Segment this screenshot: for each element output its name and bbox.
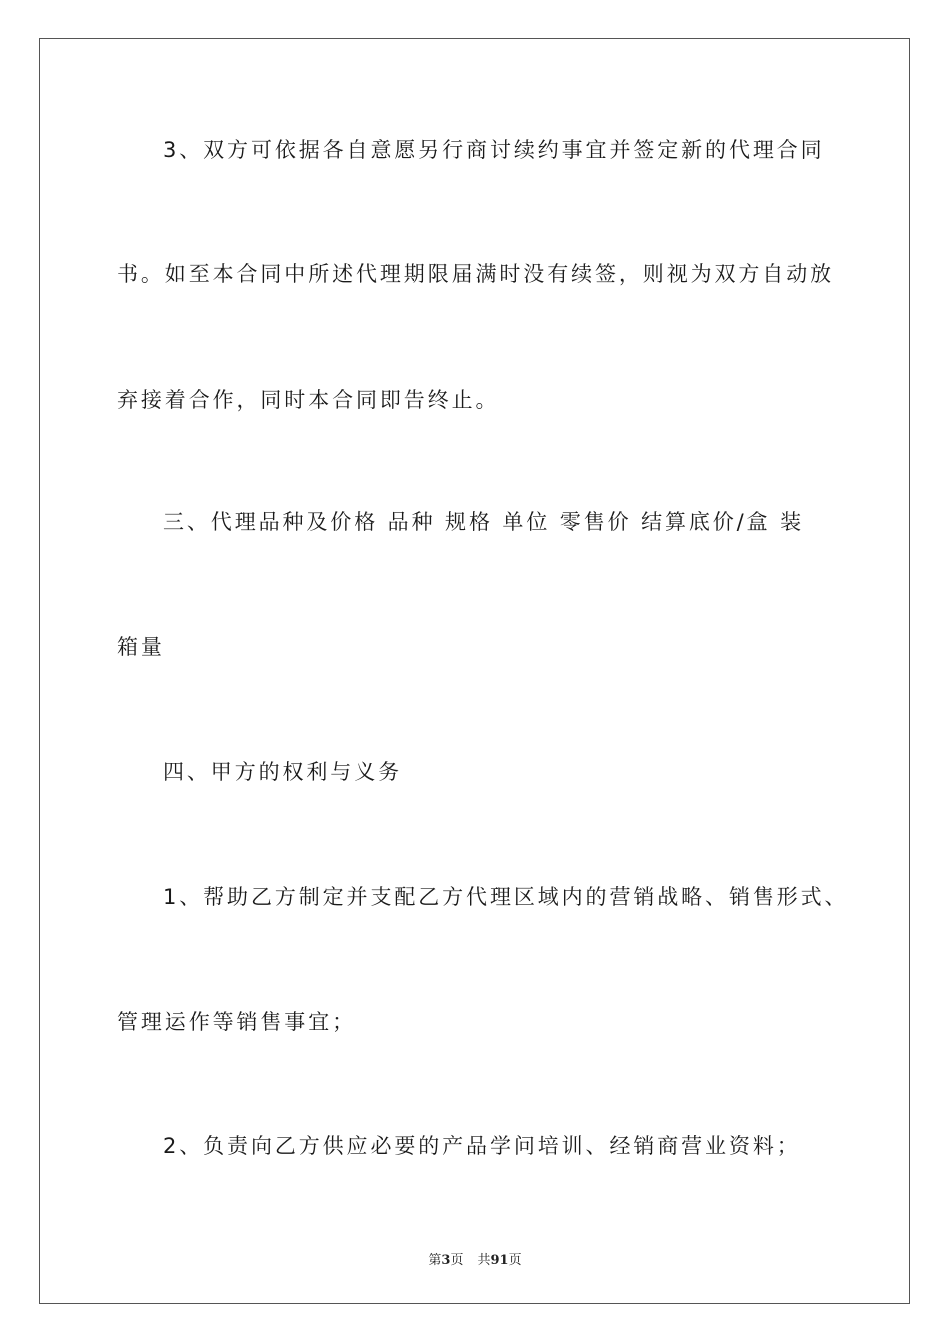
paragraph-line-1: 3、双方可依据各自意愿另行商讨续约事宜并签定新的代理合同 — [163, 138, 825, 162]
section-heading-4: 四、甲方的权利与义务 — [163, 760, 402, 784]
section-heading-3: 三、代理品种及价格 品种 规格 单位 零售价 结算底价/盒 装 — [163, 510, 805, 534]
paragraph-line-7: 1、帮助乙方制定并支配乙方代理区域内的营销战略、销售形式、 — [163, 885, 849, 909]
footer-page-suffix: 页 — [450, 1253, 464, 1268]
paragraph-line-2: 书。如至本合同中所述代理期限届满时没有续签，则视为双方自动放 — [117, 262, 834, 286]
footer-total-prefix: 共 — [477, 1253, 491, 1268]
paragraph-line-3: 弃接着合作，同时本合同即告终止。 — [117, 388, 500, 412]
footer-total-pages: 91 — [490, 1253, 509, 1268]
paragraph-line-9: 2、负责向乙方供应必要的产品学问培训、经销商营业资料； — [163, 1134, 801, 1158]
paragraph-line-8: 管理运作等销售事宜； — [117, 1010, 356, 1034]
footer-total-suffix: 页 — [508, 1253, 522, 1268]
footer-page-prefix: 第 — [428, 1253, 442, 1268]
footer-page-number: 3 — [441, 1253, 451, 1268]
page-footer — [0, 1249, 950, 1268]
page-frame — [39, 38, 910, 1304]
paragraph-line-5: 箱量 — [117, 635, 165, 659]
